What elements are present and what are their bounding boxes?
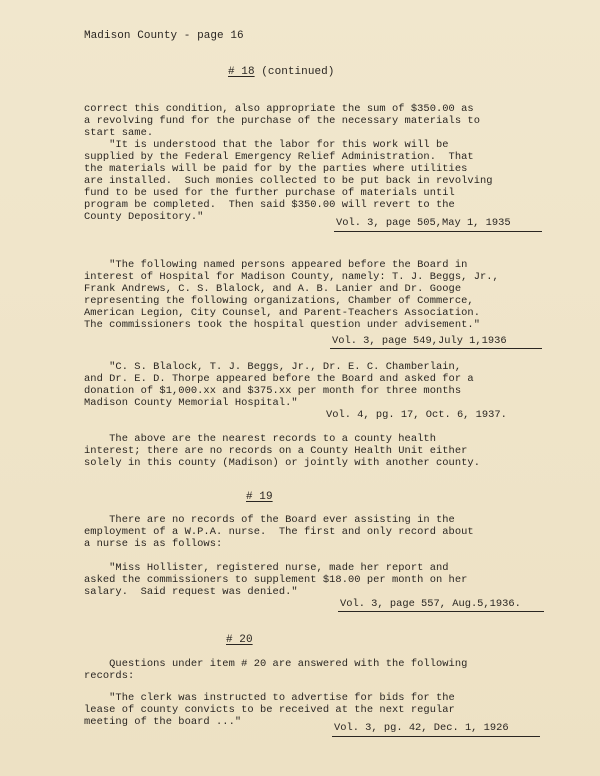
citation-ref: Vol. 4, pg. 17, Oct. 6, 1937.: [326, 409, 507, 421]
text-line: The above are the nearest records to a county health: [84, 433, 436, 445]
citation-underline: [332, 736, 540, 737]
citation-ref: Vol. 3, page 557, Aug.5,1936.: [340, 598, 521, 610]
text-line: start same.: [84, 127, 154, 139]
section-18-suffix: (continued): [254, 66, 335, 78]
citation-underline: [330, 348, 542, 349]
section-18-heading: [228, 66, 334, 78]
text-line: meeting of the board ...": [84, 716, 242, 728]
text-line: interest; there are no records on a County Health Unit either: [84, 445, 468, 457]
section-18-number: # 18: [228, 66, 255, 78]
text-line: The commissioners took the hospital question under advisement.": [84, 319, 480, 331]
text-line: County Depository.": [84, 211, 204, 223]
text-line: employment of a W.P.A. nurse. The first and only record about: [84, 526, 474, 538]
text-line: the materials will be paid for by the parties where utilities: [84, 163, 468, 175]
citation-ref: Vol. 3, pg. 42, Dec. 1, 1926: [334, 722, 509, 734]
text-line: "C. S. Blalock, T. J. Beggs, Jr., Dr. E. C. Chamberlain,: [84, 361, 462, 373]
citation-underline: [338, 611, 544, 612]
text-line: Questions under item # 20 are answered with the following: [84, 658, 468, 670]
text-line: a nurse is as follows:: [84, 538, 223, 550]
text-line: a revolving fund for the purchase of the necessary materials to: [84, 115, 480, 127]
text-line: "It is understood that the labor for this work will be: [84, 139, 449, 151]
page-header: Madison County - page 16: [84, 30, 244, 42]
text-line: "The clerk was instructed to advertise for bids for the: [84, 692, 455, 704]
section-19-heading: # 19: [246, 491, 273, 503]
section-20-heading: # 20: [226, 634, 253, 646]
text-line: are installed. Such monies collected to be put back in revolving: [84, 175, 493, 187]
text-line: lease of county convicts to be received at the next regular: [84, 704, 455, 716]
text-line: Madison County Memorial Hospital.": [84, 397, 298, 409]
text-line: fund to be used for the further purchase of materials until: [84, 187, 455, 199]
text-line: donation of $1,000.xx and $375.xx per month for three months: [84, 385, 462, 397]
text-line: "Miss Hollister, registered nurse, made her report and: [84, 562, 449, 574]
text-line: and Dr. E. D. Thorpe appeared before the Board and asked for a: [84, 373, 474, 385]
text-line: salary. Said request was denied.": [84, 586, 298, 598]
text-line: correct this condition, also appropriate the sum of $350.00 as: [84, 103, 474, 115]
text-line: records:: [84, 670, 135, 682]
text-line: solely in this county (Madison) or jointly with another county.: [84, 457, 480, 469]
text-line: interest of Hospital for Madison County, namely: T. J. Beggs, Jr.,: [84, 271, 499, 283]
text-line: program be completed. Then said $350.00 will revert to the: [84, 199, 455, 211]
citation-underline: [334, 231, 542, 232]
text-line: Frank Andrews, C. S. Blalock, and A. B. Lanier and Dr. Googe: [84, 283, 462, 295]
citation-ref: Vol. 3, page 549,July 1,1936: [332, 335, 507, 347]
text-line: representing the following organizations, Chamber of Commerce,: [84, 295, 474, 307]
citation-ref: Vol. 3, page 505,May 1, 1935: [336, 217, 511, 229]
text-line: "The following named persons appeared before the Board in: [84, 259, 468, 271]
text-line: There are no records of the Board ever assisting in the: [84, 514, 455, 526]
text-line: asked the commissioners to supplement $18.00 per month on her: [84, 574, 468, 586]
text-line: American Legion, City Counsel, and Parent-Teachers Association.: [84, 307, 480, 319]
text-line: supplied by the Federal Emergency Relief Administration. That: [84, 151, 474, 163]
